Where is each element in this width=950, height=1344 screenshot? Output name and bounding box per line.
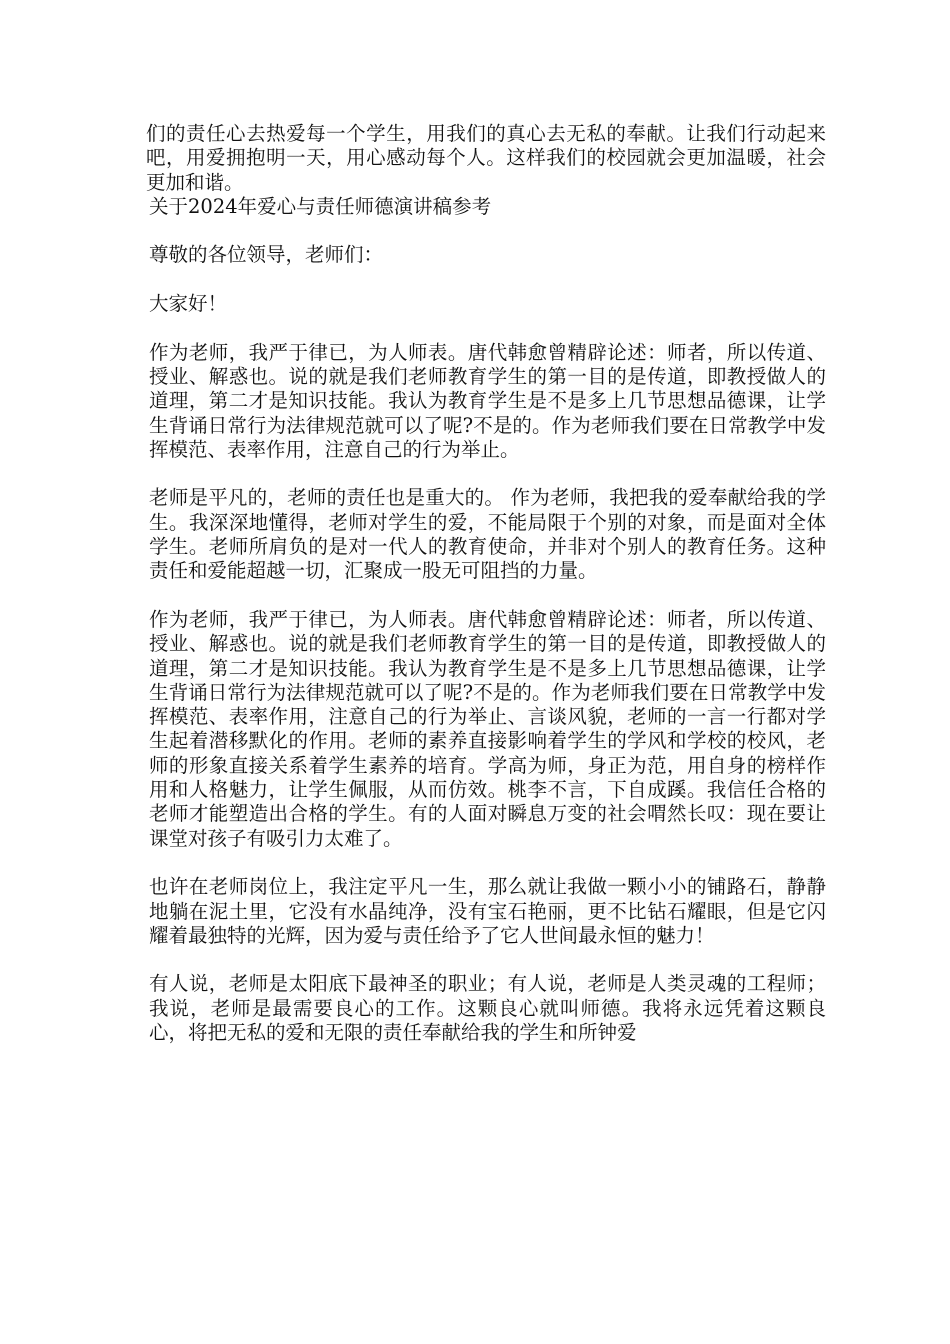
document-title: 关于2024年爱心与责任师德演讲稿参考 — [149, 194, 492, 218]
blank-line — [146, 851, 826, 875]
body-paragraph: 老师是平凡的，老师的责任也是重大的。 作为老师，我把我的爱奉献给我的学生。我深深地懂得，老师对学生的爱，不能局限于个别的对象，而是面对全体学生。老师所肩负的是对一代人的教育使命，并非对个别人的教育任务。这种责任和爱能超越一切，汇聚成一股无可阻挡的力量。 — [149, 486, 826, 583]
blank-line — [146, 948, 826, 972]
blank-line — [146, 584, 826, 608]
blank-line — [146, 268, 826, 292]
greeting: 大家好！ — [149, 292, 228, 316]
blank-line — [146, 462, 826, 486]
body-paragraph: 作为老师，我严于律已，为人师表。唐代韩愈曾精辟论述：师者，所以传道、授业、解惑也。说的就是我们老师教育学生的第一目的是传道，即教授做人的道理，第二才是知识技能。我认为教育学生是不是多上几节思想品德课，让学生背诵日常行为法律规范就可以了呢?不是的。作为老师我们要在日常教学中发挥模范、表率作用，注意自己的行为举止。 — [149, 340, 826, 461]
salutation: 尊敬的各位领导，老师们： — [149, 243, 384, 267]
body-paragraph: 作为老师，我严于律已，为人师表。唐代韩愈曾精辟论述：师者，所以传道、授业、解惑也。说的就是我们老师教育学生的第一目的是传道，即教授做人的道理，第二才是知识技能。我认为教育学生是不是多上几节思想品德课，让学生背诵日常行为法律规范就可以了呢?不是的。作为老师我们要在日常教学中发挥模范、表率作用，注意自己的行为举止、言谈风貌，老师的一言一行都对学生起着潜移默化的作用。老师的素养直接影响着学生的学风和学校的校风，老师的形象直接关系着学生素养的培育。学高为师，身正为范，用自身的榜样作用和人格魅力，让学生佩服，从而仿效。桃李不言，下自成蹊。我信任合格的老师才能塑造出合格的学生。有的人面对瞬息万变的社会喟然长叹：现在要让课堂对孩子有吸引力太难了。 — [149, 607, 826, 850]
continuation-paragraph: 们的责任心去热爱每一个学生，用我们的真心去无私的奉献。让我们行动起来吧，用爱拥抱明一天，用心感动每个人。这样我们的校园就会更加温暖，社会更加和谐。 — [146, 122, 826, 194]
blank-line — [146, 219, 826, 243]
blank-line — [146, 316, 826, 340]
document-body — [146, 122, 826, 1045]
body-paragraph: 也许在老师岗位上，我注定平凡一生，那么就让我做一颗小小的铺路石，静静地躺在泥土里，它没有水晶纯净，没有宝石艳丽，更不比钻石耀眼，但是它闪耀着最独特的光辉，因为爱与责任给予了它人世间最永恒的魅力！ — [149, 875, 826, 947]
body-paragraph: 有人说，老师是太阳底下最神圣的职业；有人说，老师是人类灵魂的工程师；我说，老师是最需要良心的工作。这颗良心就叫师德。我将永远凭着这颗良心，将把无私的爱和无限的责任奉献给我的学生和所钟爱 — [149, 972, 826, 1044]
